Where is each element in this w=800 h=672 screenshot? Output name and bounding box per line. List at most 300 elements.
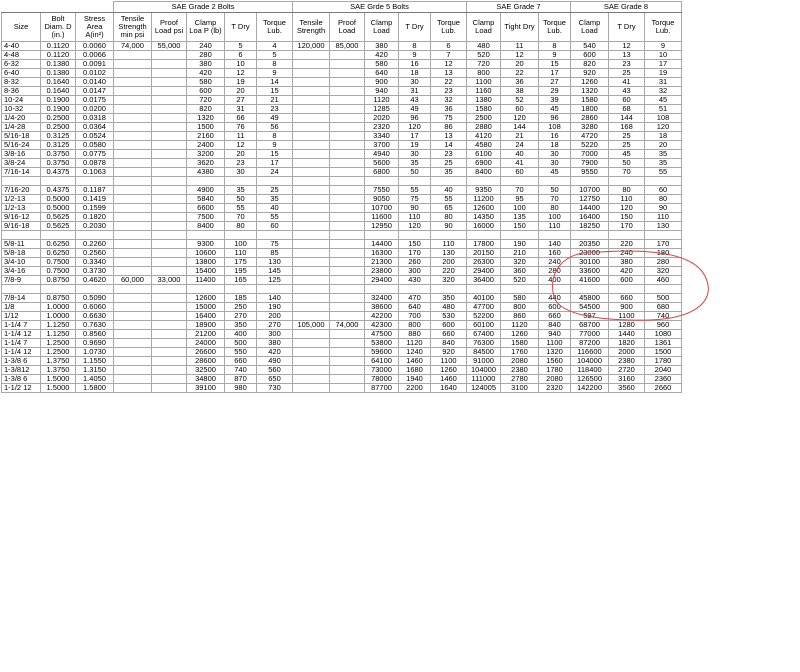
column-header: Torque Lub. <box>645 13 682 42</box>
spacer-cell <box>539 285 571 294</box>
value-cell <box>330 69 365 78</box>
value-cell: 1.1550 <box>76 357 114 366</box>
value-cell <box>293 150 330 159</box>
value-cell: 11 <box>501 42 539 51</box>
value-cell: 10600 <box>187 249 225 258</box>
value-cell: 104000 <box>467 366 501 375</box>
value-cell: 5 <box>257 51 293 60</box>
value-cell: 300 <box>257 330 293 339</box>
value-cell: 36 <box>501 78 539 87</box>
value-cell: 120 <box>609 204 645 213</box>
value-cell: 1940 <box>399 375 431 384</box>
size-cell: 1/4-20 <box>2 114 41 123</box>
value-cell <box>114 357 152 366</box>
spacer-cell <box>293 177 330 186</box>
value-cell: 55 <box>431 195 467 204</box>
value-cell <box>152 330 187 339</box>
value-cell: 59600 <box>365 348 399 357</box>
table-row <box>2 78 682 87</box>
value-cell: 19 <box>645 69 682 78</box>
value-cell: 11400 <box>187 276 225 285</box>
value-cell: 1.3750 <box>41 357 76 366</box>
value-cell: 0.5000 <box>41 204 76 213</box>
spacer-row <box>2 177 682 186</box>
value-cell <box>114 267 152 276</box>
value-cell: 1240 <box>399 348 431 357</box>
value-cell: 55 <box>257 213 293 222</box>
size-cell: 1-1/4 12 <box>2 330 41 339</box>
value-cell: 70 <box>609 168 645 177</box>
spacer-cell <box>187 231 225 240</box>
value-cell: 15 <box>257 150 293 159</box>
value-cell: 144 <box>501 123 539 132</box>
table-row <box>2 150 682 159</box>
table-row <box>2 267 682 276</box>
value-cell <box>114 195 152 204</box>
spacer-cell <box>609 285 645 294</box>
value-cell: 170 <box>645 240 682 249</box>
value-cell: 35 <box>225 186 257 195</box>
value-cell: 12600 <box>467 204 501 213</box>
table-row <box>2 114 682 123</box>
value-cell: 105,000 <box>293 321 330 330</box>
value-cell: 660 <box>431 330 467 339</box>
column-header: T Dry <box>225 13 257 42</box>
value-cell: 6 <box>431 42 467 51</box>
value-cell: 280 <box>187 51 225 60</box>
column-header: Torque Lub. <box>257 13 293 42</box>
value-cell: 23 <box>431 150 467 159</box>
value-cell: 50 <box>539 186 571 195</box>
spacer-cell <box>365 285 399 294</box>
spacer-cell <box>187 285 225 294</box>
value-cell: 1280 <box>609 321 645 330</box>
value-cell: 380 <box>609 258 645 267</box>
value-cell: 33600 <box>571 267 609 276</box>
value-cell: 78000 <box>365 375 399 384</box>
value-cell: 280 <box>539 267 571 276</box>
value-cell: 18 <box>539 141 571 150</box>
value-cell: 0.0091 <box>76 60 114 69</box>
size-cell: 3/4-10 <box>2 258 41 267</box>
value-cell <box>114 186 152 195</box>
spacer-cell <box>76 231 114 240</box>
value-cell: 160 <box>539 249 571 258</box>
value-cell: 240 <box>187 42 225 51</box>
value-cell: 0.8750 <box>41 276 76 285</box>
size-cell: 1/2-13 <box>2 195 41 204</box>
value-cell <box>293 330 330 339</box>
value-cell: 210 <box>501 249 539 258</box>
value-cell: 880 <box>399 330 431 339</box>
value-cell: 19 <box>225 78 257 87</box>
value-cell: 30 <box>399 150 431 159</box>
value-cell: 53800 <box>365 339 399 348</box>
value-cell: 420 <box>187 69 225 78</box>
value-cell: 1780 <box>539 366 571 375</box>
table-row <box>2 141 682 150</box>
value-cell: 33,000 <box>152 276 187 285</box>
value-cell <box>152 267 187 276</box>
value-cell: 680 <box>645 303 682 312</box>
value-cell: 1460 <box>431 375 467 384</box>
value-cell: 42300 <box>365 321 399 330</box>
value-cell: 4900 <box>187 186 225 195</box>
value-cell: 20150 <box>467 249 501 258</box>
value-cell: 26600 <box>187 348 225 357</box>
value-cell: 500 <box>645 294 682 303</box>
value-cell: 52200 <box>467 312 501 321</box>
value-cell: 8 <box>539 42 571 51</box>
value-cell: 16400 <box>571 213 609 222</box>
value-cell: 126500 <box>571 375 609 384</box>
value-cell <box>152 339 187 348</box>
table-row <box>2 69 682 78</box>
value-cell: 0.6630 <box>76 312 114 321</box>
value-cell: 45 <box>539 168 571 177</box>
value-cell: 0.6250 <box>41 249 76 258</box>
spacer-cell <box>152 285 187 294</box>
table-row <box>2 168 682 177</box>
value-cell: 1260 <box>571 78 609 87</box>
spacer-cell <box>152 177 187 186</box>
table-row <box>2 294 682 303</box>
value-cell: 40100 <box>467 294 501 303</box>
value-cell: 15 <box>539 60 571 69</box>
value-cell: 0.0066 <box>76 51 114 60</box>
size-cell: 1-1/4 7 <box>2 321 41 330</box>
value-cell <box>114 384 152 393</box>
value-cell: 40 <box>257 204 293 213</box>
value-cell: 6900 <box>467 159 501 168</box>
value-cell: 4 <box>257 42 293 51</box>
value-cell: 4580 <box>467 141 501 150</box>
value-cell <box>293 186 330 195</box>
value-cell: 86 <box>431 123 467 132</box>
table-row <box>2 60 682 69</box>
value-cell <box>330 276 365 285</box>
column-header: Torque Lub. <box>431 13 467 42</box>
table-row <box>2 258 682 267</box>
value-cell <box>330 267 365 276</box>
header-group-row <box>2 2 682 13</box>
value-cell: 20350 <box>571 240 609 249</box>
value-cell <box>330 348 365 357</box>
value-cell: 220 <box>431 267 467 276</box>
spacer-cell <box>114 231 152 240</box>
value-cell: 20 <box>645 141 682 150</box>
value-cell: 9 <box>257 141 293 150</box>
table-row <box>2 42 682 51</box>
value-cell: 29400 <box>467 267 501 276</box>
value-cell: 65 <box>431 204 467 213</box>
table-row <box>2 87 682 96</box>
value-cell: 120,000 <box>293 42 330 51</box>
value-cell: 45800 <box>571 294 609 303</box>
column-header-row <box>2 13 682 42</box>
value-cell: 45 <box>609 150 645 159</box>
value-cell: 1361 <box>645 339 682 348</box>
value-cell: 580 <box>187 78 225 87</box>
value-cell: 30 <box>539 150 571 159</box>
table-row <box>2 222 682 231</box>
value-cell: 0.0524 <box>76 132 114 141</box>
value-cell: 110 <box>399 213 431 222</box>
value-cell <box>152 240 187 249</box>
value-cell <box>293 159 330 168</box>
value-cell: 85,000 <box>330 42 365 51</box>
value-cell: 1260 <box>431 366 467 375</box>
value-cell: 2380 <box>501 366 539 375</box>
value-cell: 100 <box>225 240 257 249</box>
value-cell: 45 <box>539 105 571 114</box>
value-cell: 47500 <box>365 330 399 339</box>
value-cell <box>293 87 330 96</box>
value-cell: 77000 <box>571 330 609 339</box>
value-cell: 2360 <box>645 375 682 384</box>
value-cell <box>152 249 187 258</box>
value-cell: 1.4050 <box>76 375 114 384</box>
value-cell <box>330 195 365 204</box>
value-cell <box>114 348 152 357</box>
value-cell: 920 <box>571 69 609 78</box>
value-cell: 660 <box>225 357 257 366</box>
size-cell: 1-1/4 7 <box>2 339 41 348</box>
value-cell: 23 <box>257 105 293 114</box>
value-cell: 13 <box>431 69 467 78</box>
value-cell <box>330 60 365 69</box>
column-header: Clamp Loa P (lb) <box>187 13 225 42</box>
value-cell: 80 <box>431 213 467 222</box>
value-cell: 56 <box>257 123 293 132</box>
value-cell: 4940 <box>365 150 399 159</box>
value-cell: 130 <box>257 258 293 267</box>
value-cell: 9 <box>539 51 571 60</box>
value-cell: 16 <box>539 132 571 141</box>
table-row <box>2 339 682 348</box>
value-cell: 60 <box>257 222 293 231</box>
column-header: Size <box>2 13 41 42</box>
spacer-row <box>2 231 682 240</box>
value-cell <box>293 366 330 375</box>
table-row <box>2 132 682 141</box>
value-cell: 7900 <box>571 159 609 168</box>
value-cell: 41 <box>609 78 645 87</box>
value-cell <box>114 303 152 312</box>
value-cell: 2400 <box>187 141 225 150</box>
value-cell: 32500 <box>187 366 225 375</box>
size-cell: 10-24 <box>2 96 41 105</box>
value-cell: 70 <box>501 186 539 195</box>
value-cell: 60 <box>501 168 539 177</box>
value-cell: 0.1120 <box>41 42 76 51</box>
value-cell: 90 <box>645 204 682 213</box>
value-cell: 9 <box>257 69 293 78</box>
size-cell: 3/8-24 <box>2 159 41 168</box>
value-cell: 55 <box>225 204 257 213</box>
value-cell: 15400 <box>187 267 225 276</box>
value-cell: 31 <box>399 87 431 96</box>
value-cell: 165 <box>225 276 257 285</box>
value-cell <box>293 213 330 222</box>
value-cell <box>330 222 365 231</box>
value-cell: 6 <box>225 51 257 60</box>
value-cell: 110 <box>609 195 645 204</box>
size-cell: 1/12 <box>2 312 41 321</box>
size-cell: 1-3/8 6 <box>2 375 41 384</box>
value-cell: 640 <box>365 69 399 78</box>
value-cell: 0.2030 <box>76 222 114 231</box>
value-cell: 2020 <box>365 114 399 123</box>
value-cell: 1.2500 <box>41 348 76 357</box>
size-cell: 10-32 <box>2 105 41 114</box>
value-cell <box>293 375 330 384</box>
value-cell <box>330 366 365 375</box>
value-cell: 64100 <box>365 357 399 366</box>
value-cell <box>330 132 365 141</box>
value-cell: 60 <box>609 96 645 105</box>
table-row <box>2 96 682 105</box>
value-cell: 3340 <box>365 132 399 141</box>
size-cell: 8-32 <box>2 78 41 87</box>
size-cell: 1-3/812 <box>2 366 41 375</box>
value-cell: 0.5000 <box>41 195 76 204</box>
value-cell: 31 <box>645 78 682 87</box>
value-cell: 0.7630 <box>76 321 114 330</box>
value-cell: 29400 <box>365 276 399 285</box>
value-cell <box>293 195 330 204</box>
value-cell: 0.3750 <box>41 150 76 159</box>
value-cell <box>293 60 330 69</box>
value-cell: 0.1900 <box>41 105 76 114</box>
value-cell: 36400 <box>467 276 501 285</box>
value-cell: 420 <box>365 51 399 60</box>
value-cell: 23800 <box>365 267 399 276</box>
value-cell: 250 <box>225 303 257 312</box>
value-cell: 0.3730 <box>76 267 114 276</box>
value-cell: 120 <box>399 222 431 231</box>
value-cell: 23000 <box>571 249 609 258</box>
value-cell: 730 <box>257 384 293 393</box>
value-cell: 18 <box>645 132 682 141</box>
value-cell <box>330 78 365 87</box>
size-cell: 1-1/2 12 <box>2 384 41 393</box>
value-cell: 12 <box>225 69 257 78</box>
value-cell <box>152 195 187 204</box>
spacer-cell <box>645 177 682 186</box>
value-cell: 800 <box>501 303 539 312</box>
value-cell: 150 <box>609 213 645 222</box>
table-row <box>2 330 682 339</box>
value-cell <box>152 258 187 267</box>
table-row <box>2 240 682 249</box>
value-cell <box>330 330 365 339</box>
value-cell: 20 <box>225 87 257 96</box>
value-cell: 1580 <box>467 105 501 114</box>
value-cell: 0.8560 <box>76 330 114 339</box>
value-cell: 84500 <box>467 348 501 357</box>
table-row <box>2 204 682 213</box>
value-cell: 2080 <box>501 357 539 366</box>
value-cell: 740 <box>225 366 257 375</box>
column-header: Clamp Load <box>571 13 609 42</box>
value-cell: 280 <box>645 258 682 267</box>
value-cell: 87700 <box>365 384 399 393</box>
value-cell <box>330 186 365 195</box>
value-cell: 8400 <box>187 222 225 231</box>
value-cell <box>330 357 365 366</box>
value-cell: 111000 <box>467 375 501 384</box>
value-cell: 55 <box>399 186 431 195</box>
value-cell <box>293 384 330 393</box>
value-cell <box>293 222 330 231</box>
value-cell: 8 <box>399 42 431 51</box>
spacer-cell <box>501 177 539 186</box>
value-cell: 13 <box>609 51 645 60</box>
value-cell: 27 <box>225 96 257 105</box>
value-cell: 940 <box>365 87 399 96</box>
value-cell: 66 <box>225 114 257 123</box>
size-cell: 7/8-9 <box>2 276 41 285</box>
value-cell: 1.0730 <box>76 348 114 357</box>
value-cell: 1.0000 <box>41 303 76 312</box>
value-cell: 1100 <box>539 339 571 348</box>
value-cell: 0.1640 <box>41 87 76 96</box>
value-cell: 26300 <box>467 258 501 267</box>
value-cell: 1500 <box>645 348 682 357</box>
value-cell: 25 <box>609 69 645 78</box>
value-cell: 68700 <box>571 321 609 330</box>
value-cell: 900 <box>365 78 399 87</box>
value-cell: 9300 <box>187 240 225 249</box>
value-cell: 130 <box>431 249 467 258</box>
value-cell: 0.7500 <box>41 267 76 276</box>
size-cell: 5/16-18 <box>2 132 41 141</box>
value-cell: 39100 <box>187 384 225 393</box>
table-row <box>2 357 682 366</box>
value-cell: 0.0318 <box>76 114 114 123</box>
value-cell: 15 <box>257 87 293 96</box>
table-row <box>2 276 682 285</box>
value-cell <box>330 123 365 132</box>
value-cell <box>114 132 152 141</box>
value-cell: 1100 <box>609 312 645 321</box>
spacer-cell <box>571 177 609 186</box>
value-cell <box>293 204 330 213</box>
value-cell: 75 <box>399 195 431 204</box>
column-header: Torque Lub. <box>539 13 571 42</box>
value-cell <box>114 69 152 78</box>
value-cell <box>114 258 152 267</box>
value-cell: 70 <box>539 195 571 204</box>
value-cell: 5840 <box>187 195 225 204</box>
value-cell: 940 <box>539 330 571 339</box>
value-cell: 2720 <box>609 366 645 375</box>
value-cell: 720 <box>187 96 225 105</box>
value-cell: 3700 <box>365 141 399 150</box>
value-cell <box>114 339 152 348</box>
spacer-cell <box>431 285 467 294</box>
spacer-cell <box>571 285 609 294</box>
value-cell: 820 <box>187 105 225 114</box>
value-cell <box>152 159 187 168</box>
value-cell: 10 <box>225 60 257 69</box>
value-cell: 24000 <box>187 339 225 348</box>
value-cell <box>114 51 152 60</box>
value-cell: 30100 <box>571 258 609 267</box>
value-cell: 840 <box>539 321 571 330</box>
value-cell: 660 <box>539 312 571 321</box>
